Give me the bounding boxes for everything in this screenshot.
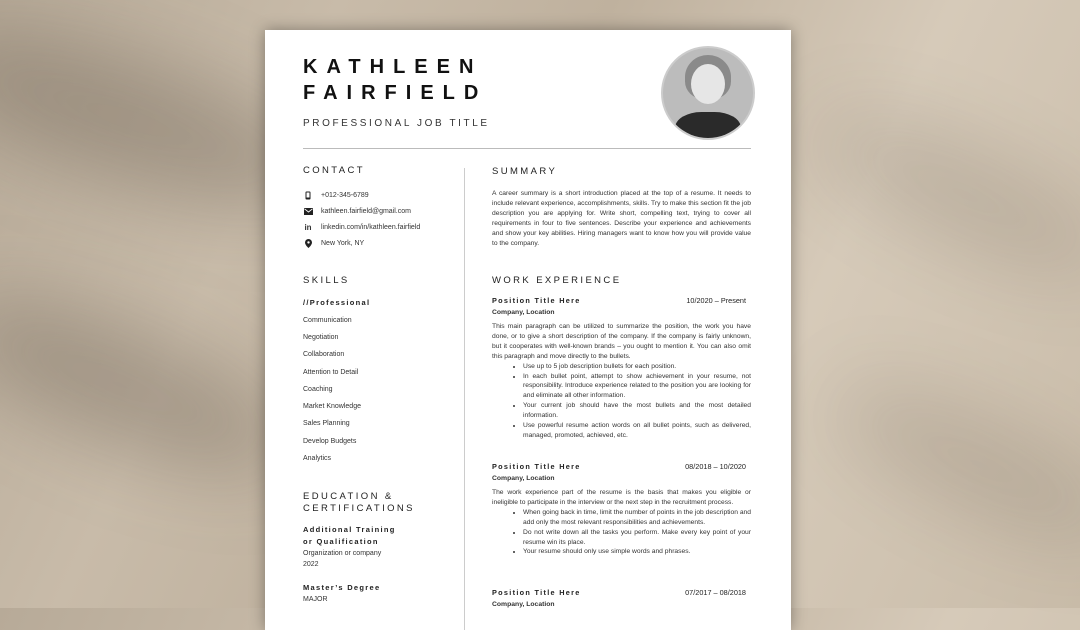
skill-item: Communication [303,317,352,324]
job-bullet: • Your current job should have the most bullets and the most detailed information. [523,401,751,421]
job-bullet: • Use powerful resume action words on all bullet points, such as delivered, managed, promoted, achieved, etc. [523,421,751,441]
name-last: FAIRFIELD [303,82,488,104]
summary-section [492,189,751,248]
job-bullet: • Use up to 5 job description bullets for each position. [523,362,751,372]
column-divider [464,168,465,630]
job-bullet: • In each bullet point, attempt to show achievement in your resume, not responsibility. Introduce experience related to the position you are looking for and eliminate all other information. [523,372,751,402]
candidate-name [303,54,487,106]
skill-item: Sales Planning [303,420,350,427]
education-entry-title: or Qualification [303,537,379,546]
contact-location [303,238,364,248]
photo-face [691,64,725,104]
job-title: Position Title Here [492,296,581,305]
job-description [492,488,751,557]
job-bullets [492,362,751,441]
mail-icon [303,206,313,216]
phone-icon [303,190,313,200]
job-header [492,588,746,597]
skill-item: Analytics [303,455,332,462]
job-bullet: • Your resume should only use simple words and phrases. [523,547,751,557]
education-entry-org: Organization or company [303,550,382,557]
job-dates: 10/2020 – Present [686,296,746,305]
summary-heading: SUMMARY [492,166,558,177]
education-heading-line2: CERTIFICATIONS [303,503,415,514]
job-title: Position Title Here [492,462,581,471]
job-title: PROFESSIONAL JOB TITLE [303,118,490,129]
contact-linkedin [303,222,420,232]
job-paragraph: The work experience part of the resume is the basis that makes you eligible or ineligible to participate in the interview or the next step in the recruitment process. [492,489,751,506]
work-experience-heading: WORK EXPERIENCE [492,275,622,286]
location-text: New York, NY [321,239,365,247]
job-dates: 08/2018 – 10/2020 [685,462,746,471]
job-header [492,296,746,305]
skills-subheading: //Professional [303,298,371,307]
job-title: Position Title Here [492,588,581,597]
education-entry-title: Master’s Degree [303,583,381,592]
phone-text: +012-345-6789 [321,191,369,199]
job-bullets [492,508,751,558]
background-shadow [0,267,307,504]
job-bullet: • Do not write down all the tasks you perform. Make every key point of your resume win its place. [523,528,751,548]
skill-item: Develop Budgets [303,438,357,445]
skill-item: Coaching [303,386,333,393]
name-first: KATHLEEN [303,56,483,78]
education-entry-major: MAJOR [303,596,328,603]
skill-item: Collaboration [303,351,345,358]
job-company: Company, Location [492,475,555,482]
skill-item: Attention to Detail [303,369,359,376]
job-company: Company, Location [492,601,555,608]
linkedin-text: linkedin.com/in/kathleen.fairfield [321,223,421,231]
background-shadow [816,357,1080,574]
education-heading-line1: EDUCATION & [303,491,394,502]
job-company: Company, Location [492,309,555,316]
education-entry-title: Additional Training [303,525,396,534]
education-entry-year: 2022 [303,561,319,568]
email-text: kathleen.fairfield@gmail.com [321,207,411,215]
job-paragraph: This main paragraph can be utilized to summarize the position, the work you have done, or to give a short description of the company. If the company is fairly unknown, but it cooperates with well-known brands – you ought to mention it. You can also omit this paragraph and move directly to the bullets. [492,323,751,360]
education-heading [303,491,415,515]
photo-body [675,112,741,140]
location-pin-icon [303,238,313,248]
job-bullet: • When going back in time, limit the number of points in the job description and add only the most relevant responsibilities and achievements. [523,508,751,528]
background-shadow [796,84,1080,305]
summary-text: A career summary is a short introduction placed at the top of a resume. It needs to include relevant experience, accomplishments, skills. Try to make this section fit the job description you are applying for. Write short, compelling text, trying to cover all requirements in four to five sentences. Describe your experience and achievements and show your key abilities. Hiring managers want to know how you will provide value to the company. [492,190,751,247]
contact-email [303,206,411,216]
skills-heading: SKILLS [303,275,350,286]
contact-phone [303,190,369,200]
header-divider [303,148,751,149]
contact-heading: CONTACT [303,165,366,176]
resume-page [265,30,791,630]
profile-photo [661,46,755,140]
job-header [492,462,746,471]
linkedin-icon: in [304,222,312,232]
skill-item: Market Knowledge [303,403,361,410]
job-dates: 07/2017 – 08/2018 [685,588,746,597]
skill-item: Negotiation [303,334,339,341]
job-description [492,322,751,441]
